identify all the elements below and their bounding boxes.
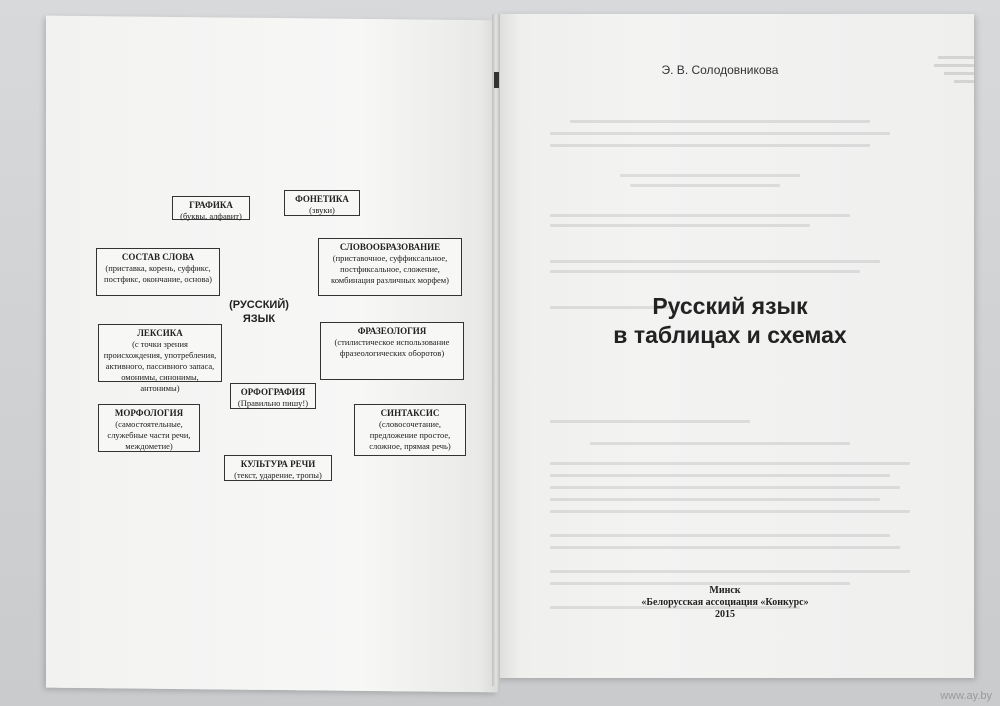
box-sintaksis: СИНТАКСИС (словосочетание, предложение простое, сложное, прямая речь) — [354, 404, 466, 456]
watermark: www.ay.by — [940, 690, 992, 702]
center-label: (РУССКИЙ) ЯЗЫК — [229, 299, 289, 325]
box-slovoobrazovanie: СЛОВООБРАЗОВАНИЕ (приставочное, суффиксальное, постфиксальное, сложение, комбинация различных морфем) — [318, 238, 462, 296]
box-leksika: ЛЕКСИКА (с точки зрения происхождения, употребления, активного, пассивного запаса, омонимы, синонимы, антонимы) — [98, 324, 222, 382]
imprint-publisher: «Белорусская ассоциация «Конкурс» — [641, 597, 809, 608]
title-line-2: в таблицах и схемах — [613, 322, 847, 348]
box-morfologiya: МОРФОЛОГИЯ (самостоятельные, служебные части речи, междометие) — [98, 404, 200, 452]
box-sostav-slova: СОСТАВ СЛОВА (приставка, корень, суффикс, постфикс, окончание, основа) — [96, 248, 220, 296]
box-fonetika: ФОНЕТИКА (звуки) — [284, 190, 360, 216]
show-through-edge-text — [930, 50, 974, 90]
box-grafika: ГРАФИКА (буквы, алфавит) — [172, 196, 250, 220]
box-frazeologiya: ФРАЗЕОЛОГИЯ (стилистическое использование фразеологических оборотов) — [320, 322, 464, 380]
imprint — [620, 585, 830, 621]
title-line-1: Русский язык — [652, 293, 808, 319]
show-through-text — [530, 90, 950, 630]
box-kultura-rechi: КУЛЬТУРА РЕЧИ (текст, ударение, тропы) — [224, 455, 332, 481]
author-name: Э. В. Солодовникова — [661, 63, 779, 77]
book-spine — [492, 14, 500, 686]
imprint-city: Минск — [709, 585, 741, 596]
page-edge-marker — [494, 72, 499, 88]
imprint-year: 2015 — [715, 609, 735, 620]
box-orfografiya: ОРФОГРАФИЯ (Правильно пишу!) — [230, 383, 316, 409]
book-title — [580, 292, 880, 350]
